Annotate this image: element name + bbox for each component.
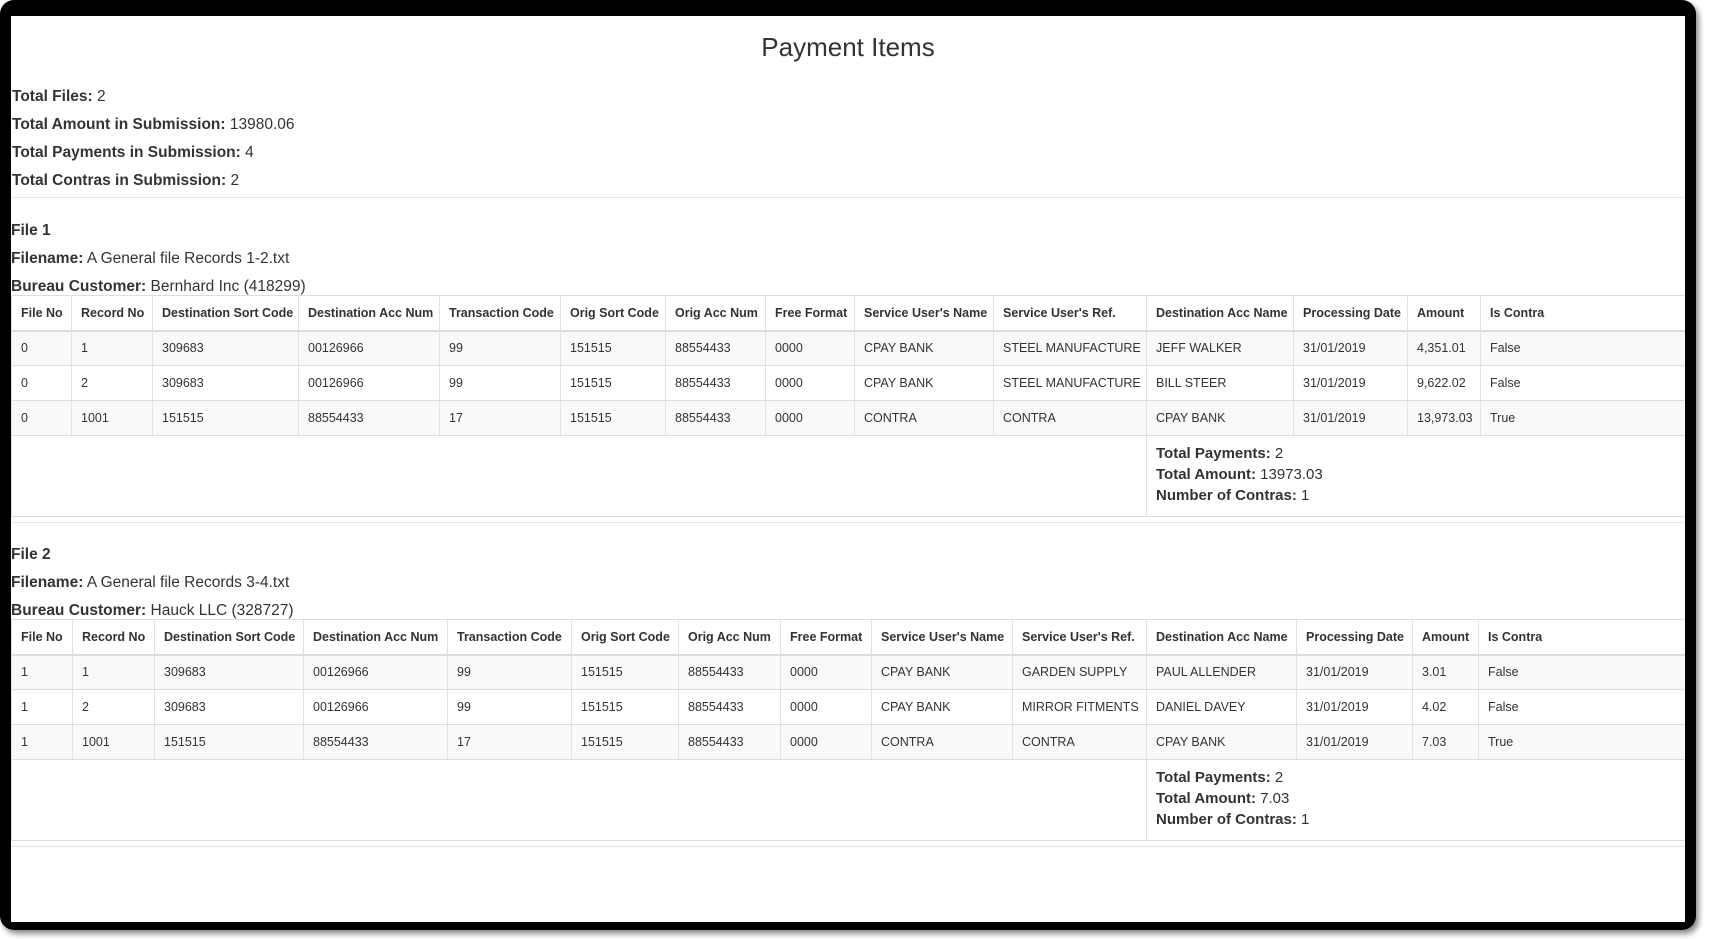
column-header: Service User's Name [855,296,994,331]
total-amount-label: Total Amount: [1156,790,1256,807]
table-row [12,366,1686,401]
divider [11,197,1685,198]
table-cell: PAUL ALLENDER [1147,655,1297,690]
table-cell: CPAY BANK [872,655,1013,690]
table-cell: 88554433 [299,401,440,436]
table-cell: GARDEN SUPPLY [1013,655,1147,690]
bureau-customer-label: Bureau Customer: [11,602,147,619]
divider [11,522,1685,523]
table-cell: 0 [12,331,72,366]
table-cell: False [1479,655,1686,690]
table-cell: 7.03 [1413,725,1479,760]
table-cell: CPAY BANK [855,331,994,366]
total-amount [1156,789,1676,810]
table-cell: CPAY BANK [855,366,994,401]
number-of-contras-label: Number of Contras: [1156,487,1297,504]
number-of-contras-value: 1 [1301,811,1310,828]
column-header: Destination Acc Name [1147,620,1297,655]
column-header: File No [12,620,73,655]
column-header: Destination Sort Code [153,296,299,331]
file-section-header [11,544,294,628]
column-header: Service User's Ref. [1013,620,1147,655]
number-of-contras [1156,486,1676,507]
total-amount-value: 13973.03 [1260,466,1323,483]
table-cell: 0000 [781,725,872,760]
summary-total-contras-value: 2 [230,172,240,189]
bureau-customer-value: Hauck LLC (328727) [150,602,294,619]
column-header: Destination Acc Num [304,620,448,655]
table-cell: 151515 [155,725,304,760]
table-cell: 99 [440,331,561,366]
table-cell: MIRROR FITMENTS [1013,690,1147,725]
summary-total-files-value: 2 [96,88,106,105]
table-cell: 151515 [561,366,666,401]
column-header: Is Contra [1481,296,1686,331]
summary-total-files-label: Total Files: [12,88,93,105]
table-cell: 151515 [561,401,666,436]
table-cell: CONTRA [872,725,1013,760]
file-section-header [11,220,306,304]
column-header: Service User's Name [872,620,1013,655]
table-header-row [12,620,1686,655]
divider [11,846,1685,847]
table-cell: 309683 [153,331,299,366]
table-cell: 151515 [572,690,679,725]
table-cell: 17 [440,401,561,436]
total-payments-value: 2 [1274,445,1284,462]
file-totals [1147,436,1686,517]
total-amount-label: Total Amount: [1156,466,1256,483]
table-cell: 31/01/2019 [1297,725,1413,760]
table-cell: False [1481,366,1686,401]
table-cell: 99 [440,366,561,401]
table-cell: JEFF WALKER [1147,331,1294,366]
table-cell: 00126966 [304,655,448,690]
table-cell: 4.02 [1413,690,1479,725]
file-totals-row [12,436,1686,517]
table-cell: 0000 [766,331,855,366]
table-cell: 151515 [561,331,666,366]
table-cell: 0 [12,366,72,401]
table-cell: 0000 [766,366,855,401]
table-cell: 31/01/2019 [1297,690,1413,725]
total-amount-value: 7.03 [1260,790,1290,807]
number-of-contras-value: 1 [1301,487,1310,504]
table-cell: 2 [72,366,153,401]
total-payments [1156,444,1676,465]
totals-spacer [12,760,1147,841]
column-header: File No [12,296,72,331]
column-header: Orig Sort Code [572,620,679,655]
page-content [11,16,1685,922]
column-header: Free Format [766,296,855,331]
table-cell: 31/01/2019 [1294,366,1408,401]
table-cell: 31/01/2019 [1297,655,1413,690]
table-cell: 0 [12,401,72,436]
table-cell: 2 [73,690,155,725]
table-cell: CPAY BANK [1147,725,1297,760]
summary-total-payments [12,142,295,170]
table-cell: DANIEL DAVEY [1147,690,1297,725]
total-amount [1156,465,1676,486]
bureau-customer-value: Bernhard Inc (418299) [150,278,306,295]
page-title: Payment Items [761,32,935,62]
table-cell: 88554433 [679,655,781,690]
table-cell: 151515 [572,655,679,690]
bureau-customer-label: Bureau Customer: [11,278,147,295]
file-title: File 2 [11,546,51,563]
summary-total-payments-label: Total Payments in Submission: [12,144,241,161]
file-filename [11,248,306,276]
table-cell: 309683 [155,655,304,690]
summary-total-amount-value: 13980.06 [229,116,295,133]
table-cell: 0000 [766,401,855,436]
table-cell: CONTRA [1013,725,1147,760]
table-cell: 1 [72,331,153,366]
column-header: Amount [1408,296,1481,331]
table-cell: CPAY BANK [872,690,1013,725]
table-cell: 1001 [72,401,153,436]
column-header: Amount [1413,620,1479,655]
table-cell: 31/01/2019 [1294,331,1408,366]
filename-value: A General file Records 1-2.txt [86,250,290,267]
column-header: Processing Date [1294,296,1408,331]
table-cell: True [1479,725,1686,760]
column-header: Destination Sort Code [155,620,304,655]
column-header: Orig Acc Num [666,296,766,331]
column-header: Free Format [781,620,872,655]
column-header: Transaction Code [440,296,561,331]
payment-items-table [11,295,1685,517]
summary-total-contras [12,170,295,198]
table-cell: CPAY BANK [1147,401,1294,436]
table-row [12,401,1686,436]
filename-label: Filename: [11,574,84,591]
table-cell: STEEL MANUFACTURE [994,366,1147,401]
table-cell: False [1481,331,1686,366]
table-cell: 309683 [155,690,304,725]
payment-items-table [11,619,1685,841]
table-cell: 13,973.03 [1408,401,1481,436]
table-cell: 1 [12,725,73,760]
table-cell: 151515 [572,725,679,760]
table-header-row [12,296,1686,331]
column-header: Record No [73,620,155,655]
table-row [12,690,1686,725]
submission-summary [12,86,295,198]
table-row [12,725,1686,760]
total-payments [1156,768,1676,789]
file-totals-row [12,760,1686,841]
table-cell: 151515 [153,401,299,436]
table-cell: 4,351.01 [1408,331,1481,366]
column-header: Service User's Ref. [994,296,1147,331]
table-cell: 88554433 [666,401,766,436]
total-payments-label: Total Payments: [1156,769,1271,786]
table-cell: BILL STEER [1147,366,1294,401]
table-cell: True [1481,401,1686,436]
table-cell: CONTRA [855,401,994,436]
table-cell: 99 [448,655,572,690]
filename-label: Filename: [11,250,84,267]
totals-spacer [12,436,1147,517]
number-of-contras [1156,810,1676,831]
table-cell: 00126966 [304,690,448,725]
table-cell: 9,622.02 [1408,366,1481,401]
table-cell: 1 [12,690,73,725]
column-header: Is Contra [1479,620,1686,655]
column-header: Transaction Code [448,620,572,655]
table-cell: STEEL MANUFACTURE [994,331,1147,366]
table-cell: False [1479,690,1686,725]
filename-value: A General file Records 3-4.txt [86,574,290,591]
table-cell: 0000 [781,690,872,725]
table-cell: 1001 [73,725,155,760]
column-header: Destination Acc Name [1147,296,1294,331]
column-header: Record No [72,296,153,331]
column-header: Processing Date [1297,620,1413,655]
file-filename [11,572,294,600]
table-cell: 88554433 [304,725,448,760]
column-header: Orig Acc Num [679,620,781,655]
file-title: File 1 [11,222,51,239]
table-cell: 88554433 [679,725,781,760]
file-totals [1147,760,1686,841]
table-cell: 3.01 [1413,655,1479,690]
table-cell: 99 [448,690,572,725]
summary-total-amount [12,114,295,142]
table-cell: 0000 [781,655,872,690]
number-of-contras-label: Number of Contras: [1156,811,1297,828]
table-cell: 00126966 [299,366,440,401]
table-cell: 17 [448,725,572,760]
table-cell: CONTRA [994,401,1147,436]
summary-total-payments-value: 4 [245,144,254,161]
table-cell: 1 [12,655,73,690]
table-cell: 1 [73,655,155,690]
summary-total-files [12,86,295,114]
column-header: Destination Acc Num [299,296,440,331]
table-cell: 88554433 [666,366,766,401]
table-cell: 31/01/2019 [1294,401,1408,436]
total-payments-value: 2 [1274,769,1284,786]
table-cell: 00126966 [299,331,440,366]
table-row [12,331,1686,366]
table-cell: 309683 [153,366,299,401]
table-row [12,655,1686,690]
table-cell: 88554433 [679,690,781,725]
total-payments-label: Total Payments: [1156,445,1271,462]
table-cell: 88554433 [666,331,766,366]
summary-total-contras-label: Total Contras in Submission: [12,172,227,189]
summary-total-amount-label: Total Amount in Submission: [12,116,226,133]
column-header: Orig Sort Code [561,296,666,331]
